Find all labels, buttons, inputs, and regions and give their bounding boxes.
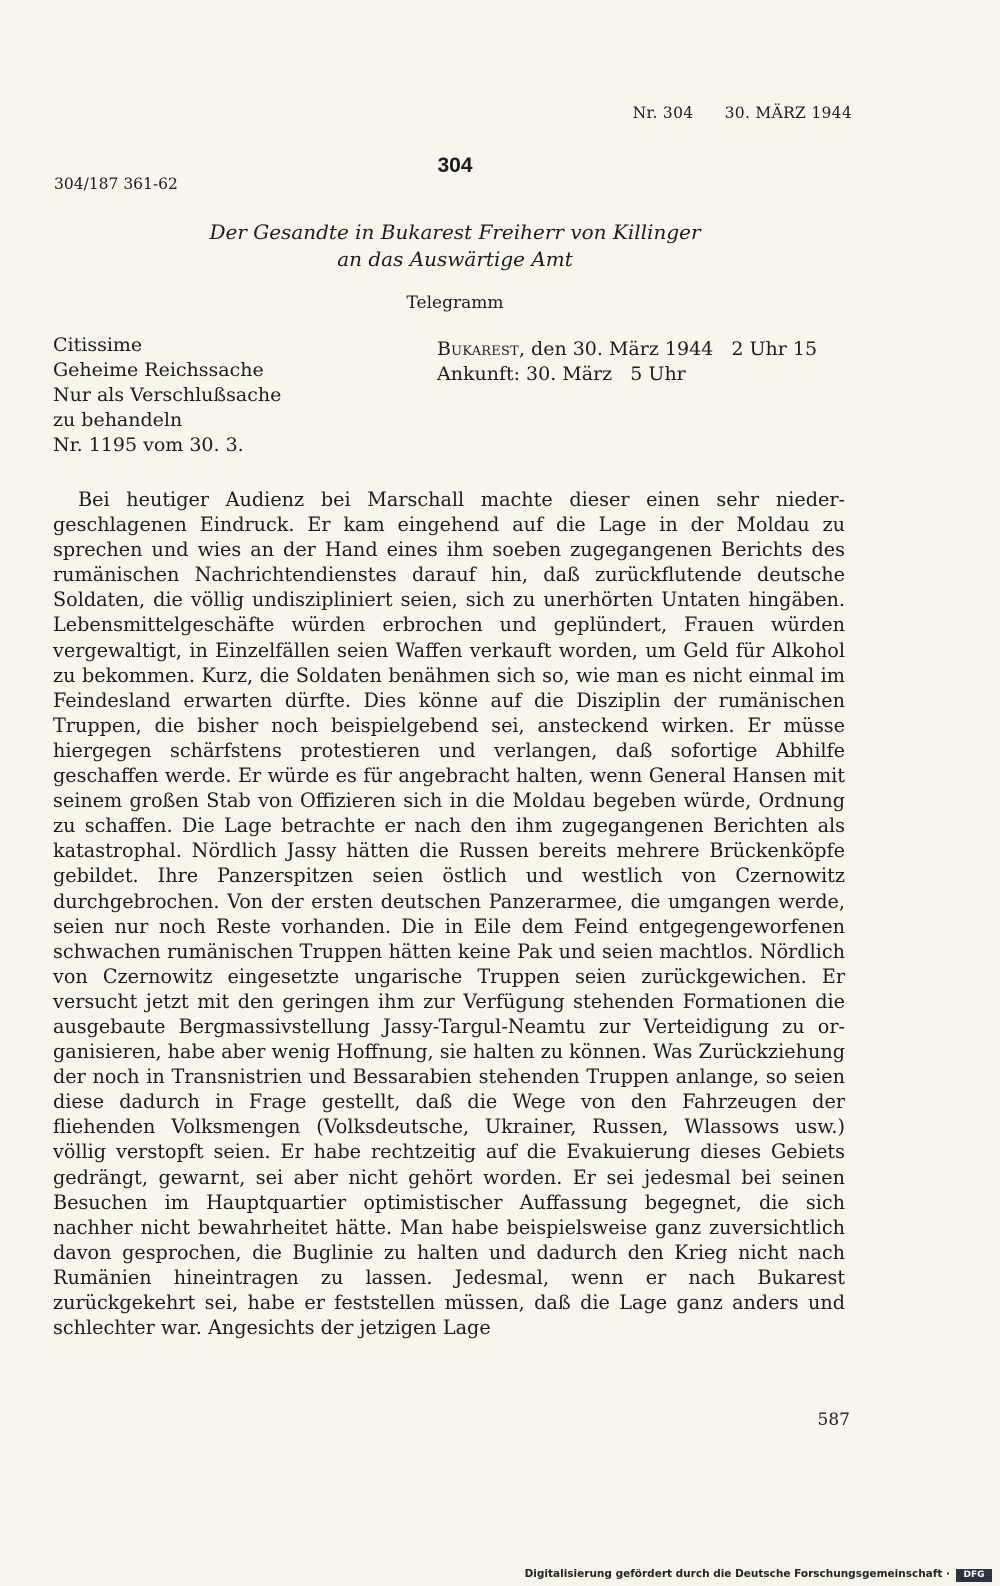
transmission-block [437, 337, 817, 387]
heading-line-recipient: an das Auswärtige Amt [337, 247, 573, 271]
document-number: 304 [437, 154, 473, 177]
running-head-doc-number: Nr. 304 [632, 104, 694, 122]
place-name: Bukarest [437, 338, 519, 360]
dfg-logo: DFG [956, 1569, 992, 1582]
reference-code: 304/187 361-62 [54, 175, 178, 193]
body-paragraph: Bei heutiger Audienz bei Marschall machte dieser einen sehr niedergeschlagenen Eindruck. Er kam eingehend auf die Lage in der Moldau zu sprechen und wies an der Hand eines ihm soeben zugegangenen Berichts des rumänischen Nachrichtendienstes darauf hin, daß zurückflutende deutsche Soldaten, die völlig undiszipliniert seien, sich zu unerhörten Untaten hingäben. Lebensmittelgeschäfte würden erbrochen und geplündert, Frauen würden vergewaltigt, in Einzelfällen seien Waffen verkauft worden, um Geld für Alkohol zu bekommen. Kurz, die Soldaten benähmen sich so, wie man es nicht einmal im Feindesland erwarten dürfte. Dies könne auf die Disziplin der rumänischen Truppen, die bisher noch beispielgebend sei, ansteckend wirken. Er müsse hiergegen schärfstens protestieren und verlangen, daß sofortige Abhilfe geschaffen werde. Er würde es für angebracht halten, wenn General Hansen mit seinem großen Stab von Offizieren sich in die Moldau begeben würde, Ordnung zu schaffen. Die Lage betrachte er nach den ihm zugegangenen Berichten als katastrophal. Nördlich Jassy hätten die Russen bereits mehrere Brückenköpfe gebildet. Ihre Panzerspitzen seien östlich und westlich von Czernowitz durchgebrochen. Von der ersten deutschen Panzerarmee, die umgangen werde, seien nur noch Reste vorhanden. Die in Eile dem Feind entgegengeworfenen schwachen rumänischen Truppen hätten keine Pak und seien machtlos. Nördlich von Czernowitz eingesetzte ungarische Truppen seien zurückgewichen. Er versucht jetzt mit den geringen ihm zur Verfügung stehenden Formationen die ausgebaute Bergmassivstellung Jassy-Targul-Neamtu zur Verteidigung zu organisieren, habe aber wenig Hoffnung, sie halten zu können. Was Zurückziehung der noch in Transnistrien und Bessarabien stehenden Truppen anlange, so seien diese dadurch in Frage gestellt, daß die Wege von den Fahrzeugen der fliehenden Volksmengen (Volksdeutsche, Ukrainer, Russen, Wlassows usw.) völlig verstopft seien. Er habe rechtzeitig auf die Evakuierung dieses Gebiets gedrängt, gewarnt, sei aber nicht gehört worden. Er sei jedesmal bei seinen Besuchen im Hauptquartier optimistischer Auffassung begegnet, die sich nachher nicht bewahrheitet hätte. Man habe beispielsweise ganz zuversichtlich davon gesprochen, die Buglinie zu halten und dadurch den Krieg nicht nach Rumänien hineintragen zu lassen. Jedesmal, wenn er nach Bukarest zurückgekehrt sei, habe er feststellen müssen, daß die Lage ganz anders und schlechter war. Angesichts der jetzigen Lage [53, 488, 845, 1340]
sent-date-time: , den 30. März 1944 2 Uhr 15 [518, 338, 818, 360]
running-head [633, 104, 852, 122]
sent-line [437, 337, 817, 362]
document-heading [0, 219, 910, 273]
running-head-date: 30. MÄRZ 1944 [724, 104, 852, 122]
arrival-line: Ankunft: 30. März 5 Uhr [437, 363, 686, 385]
classification-line: Citissime [53, 334, 143, 356]
classification-line: Nur als Verschlußsache [53, 384, 282, 406]
classification-line: Nr. 1195 vom 30. 3. [53, 434, 244, 456]
document-type: Telegramm [406, 293, 504, 313]
heading-line-sender: Der Gesandte in Bukarest Freiherr von Killinger [209, 220, 701, 244]
classification-line: zu behandeln [53, 409, 183, 431]
digitization-credit: Digitalisierung gefördert durch die Deutsche Forschungsgemeinschaft · [524, 1568, 950, 1580]
page-number: 587 [817, 1410, 850, 1430]
classification-block [53, 333, 281, 458]
classification-line: Geheime Reichssache [53, 359, 264, 381]
